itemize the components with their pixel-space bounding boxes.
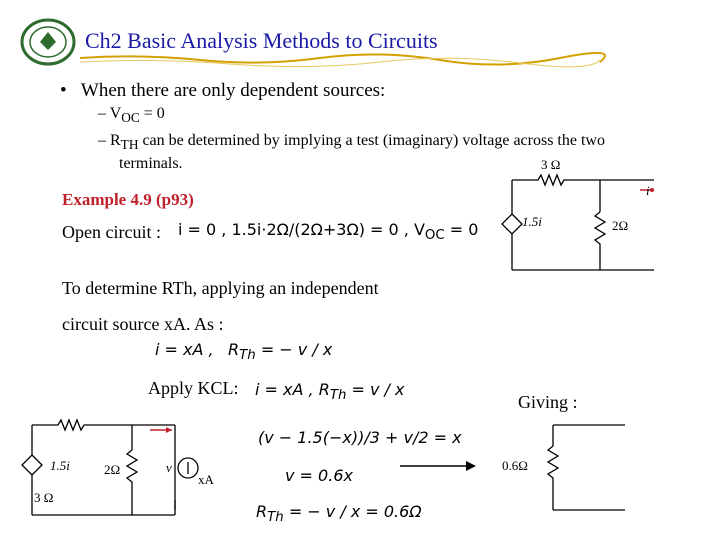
result-r-label: 0.6Ω — [502, 458, 528, 473]
bullet-dependent-sources: • When there are only dependent sources: — [60, 80, 386, 101]
top-source-label: 1.5i — [522, 214, 542, 229]
kcl-eq3: v = 0.6x — [285, 466, 353, 485]
kcl-eq1: i = xA , $R_{Th} = v / x$ — [255, 380, 405, 404]
bottom-xa-label: xA — [198, 472, 214, 487]
open-circuit-label: Open circuit : — [62, 222, 161, 242]
dash-voc: – $V_{OC} = 0$ — [98, 105, 165, 126]
bottom-r2-label: 2Ω — [104, 462, 121, 477]
example-heading: Example 4.9 (p93) — [62, 190, 194, 209]
dash-rth: – $R_{TH}$ can be determined by implying a test (imaginary) voltage across the two — [98, 132, 605, 153]
bottom-r3-label: 3 Ω — [34, 490, 54, 505]
giving-label: Giving : — [518, 392, 578, 412]
bottom-source-label: 1.5i — [50, 458, 70, 473]
apply-kcl-label: Apply KCL: — [148, 378, 239, 398]
kcl-eq4: $R_{Th}$ = − v / x = 0.6Ω — [256, 502, 422, 526]
top-r2-label: 2Ω — [612, 218, 629, 233]
rth-text-line1: To determine RTh, applying an independent — [62, 278, 379, 298]
page-title: Ch2 Basic Analysis Methods to Circuits — [85, 28, 438, 53]
top-r3-label: 3 Ω — [541, 157, 561, 172]
bottom-v-label: v — [166, 460, 172, 475]
eq-rth: $R_{Th}$ = − v / x — [228, 340, 333, 364]
top-i-label: i — [646, 183, 650, 198]
eq-i-xa: i = xA , — [155, 340, 214, 359]
dash-rth-cont: terminals. — [119, 155, 183, 172]
open-circuit-equation: i = 0 , 1.5i·2Ω/(2Ω+3Ω) = 0 , $V_{OC} = 0$ — [178, 220, 479, 244]
rth-text-line2: circuit source xA. As : — [62, 314, 224, 334]
kcl-eq2: (v − 1.5(−x))/3 + v/2 = x — [258, 428, 462, 447]
